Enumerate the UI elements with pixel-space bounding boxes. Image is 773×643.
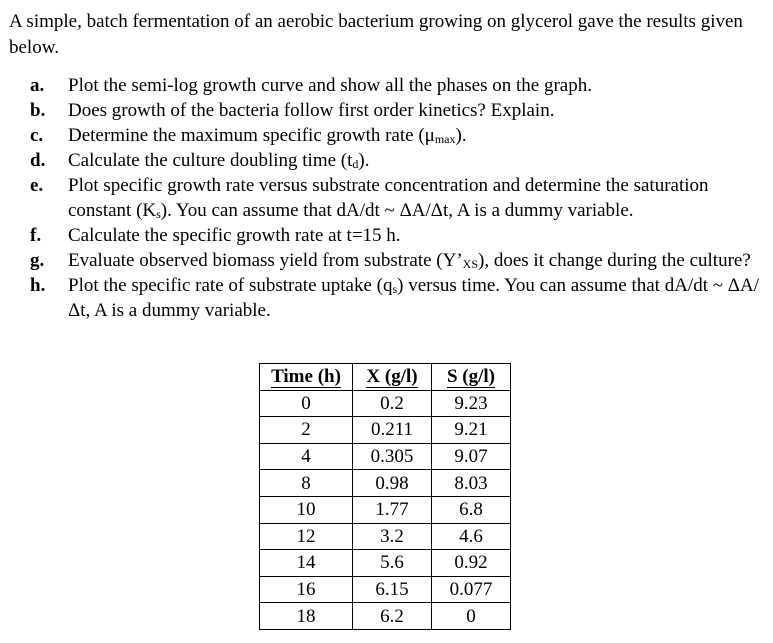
question-letter: f. xyxy=(30,225,42,246)
table-row xyxy=(260,390,511,417)
question-d xyxy=(30,148,760,173)
cell-biomass: 0.211 xyxy=(353,417,432,444)
cell-biomass: 6.15 xyxy=(353,576,432,603)
question-letter: h. xyxy=(30,275,46,296)
question-a xyxy=(30,73,760,98)
cell-biomass: 6.2 xyxy=(353,603,432,630)
table-row xyxy=(260,443,511,470)
question-text: Calculate the culture doubling time $(t_d)$. xyxy=(68,150,370,171)
question-text: Plot the semi-log growth curve and show all the phases on the graph. xyxy=(68,75,592,96)
question-letter: e. xyxy=(30,175,44,196)
cell-time: 16 xyxy=(260,576,353,603)
table-row xyxy=(260,470,511,497)
cell-time: 2 xyxy=(260,417,353,444)
header-substrate: S (g/l) xyxy=(432,364,511,391)
cell-time: 0 xyxy=(260,390,353,417)
cell-substrate: 0 xyxy=(432,603,511,630)
cell-biomass: 0.2 xyxy=(353,390,432,417)
cell-time: 10 xyxy=(260,496,353,523)
cell-substrate: 0.92 xyxy=(432,550,511,577)
question-c xyxy=(30,123,760,148)
question-text: Calculate the specific growth rate at t=15 h. xyxy=(68,225,401,246)
table-row xyxy=(260,496,511,523)
table-header-row xyxy=(260,364,511,391)
cell-substrate: 9.23 xyxy=(432,390,511,417)
cell-biomass: 3.2 xyxy=(353,523,432,550)
question-text: Determine the maximum specific growth rate $(\mu_{max})$. xyxy=(68,125,467,146)
question-letter: c. xyxy=(30,125,44,146)
cell-time: 14 xyxy=(260,550,353,577)
intro-paragraph: A simple, batch fermentation of an aerobic bacterium growing on glycerol gave the results given below. xyxy=(9,11,743,58)
question-letter: a. xyxy=(30,75,45,96)
table-row xyxy=(260,603,511,630)
cell-time: 4 xyxy=(260,443,353,470)
cell-time: 12 xyxy=(260,523,353,550)
question-letter: g. xyxy=(30,250,45,271)
cell-substrate: 4.6 xyxy=(432,523,511,550)
question-f xyxy=(30,223,760,248)
cell-time: 18 xyxy=(260,603,353,630)
cell-substrate: 8.03 xyxy=(432,470,511,497)
table-row xyxy=(260,417,511,444)
fermentation-data-table xyxy=(259,363,511,630)
cell-substrate: 9.07 xyxy=(432,443,511,470)
question-e xyxy=(30,173,760,223)
cell-biomass: 1.77 xyxy=(353,496,432,523)
cell-biomass: 0.98 xyxy=(353,470,432,497)
header-biomass: X (g/l) xyxy=(353,364,432,391)
cell-substrate: 9.21 xyxy=(432,417,511,444)
table-row xyxy=(260,576,511,603)
cell-substrate: 0.077 xyxy=(432,576,511,603)
cell-biomass: 5.6 xyxy=(353,550,432,577)
question-g xyxy=(30,248,760,273)
question-b xyxy=(30,98,760,123)
question-text: Plot the specific rate of substrate uptake $(q_s)$ versus time. You can assume that dA/dt ~ ΔA/Δt, A is a dummy variable. xyxy=(68,275,759,321)
question-h xyxy=(30,273,760,323)
question-letter: b. xyxy=(30,100,46,121)
cell-time: 8 xyxy=(260,470,353,497)
cell-biomass: 0.305 xyxy=(353,443,432,470)
question-text: Evaluate observed biomass yield from substrate $(Y’_{XS})$, does it change during the culture? xyxy=(68,250,751,271)
question-text: Does growth of the bacteria follow first order kinetics? Explain. xyxy=(68,100,555,121)
question-text: Plot specific growth rate versus substrate concentration and determine the saturation constant $(K_s)$. You can assume that dA/dt ~ ΔA/Δt, A is a dummy variable. xyxy=(68,175,709,221)
table-row xyxy=(260,550,511,577)
question-letter: d. xyxy=(30,150,46,171)
question-list xyxy=(30,73,760,323)
header-time: Time (h) xyxy=(260,364,353,391)
cell-substrate: 6.8 xyxy=(432,496,511,523)
table-row xyxy=(260,523,511,550)
